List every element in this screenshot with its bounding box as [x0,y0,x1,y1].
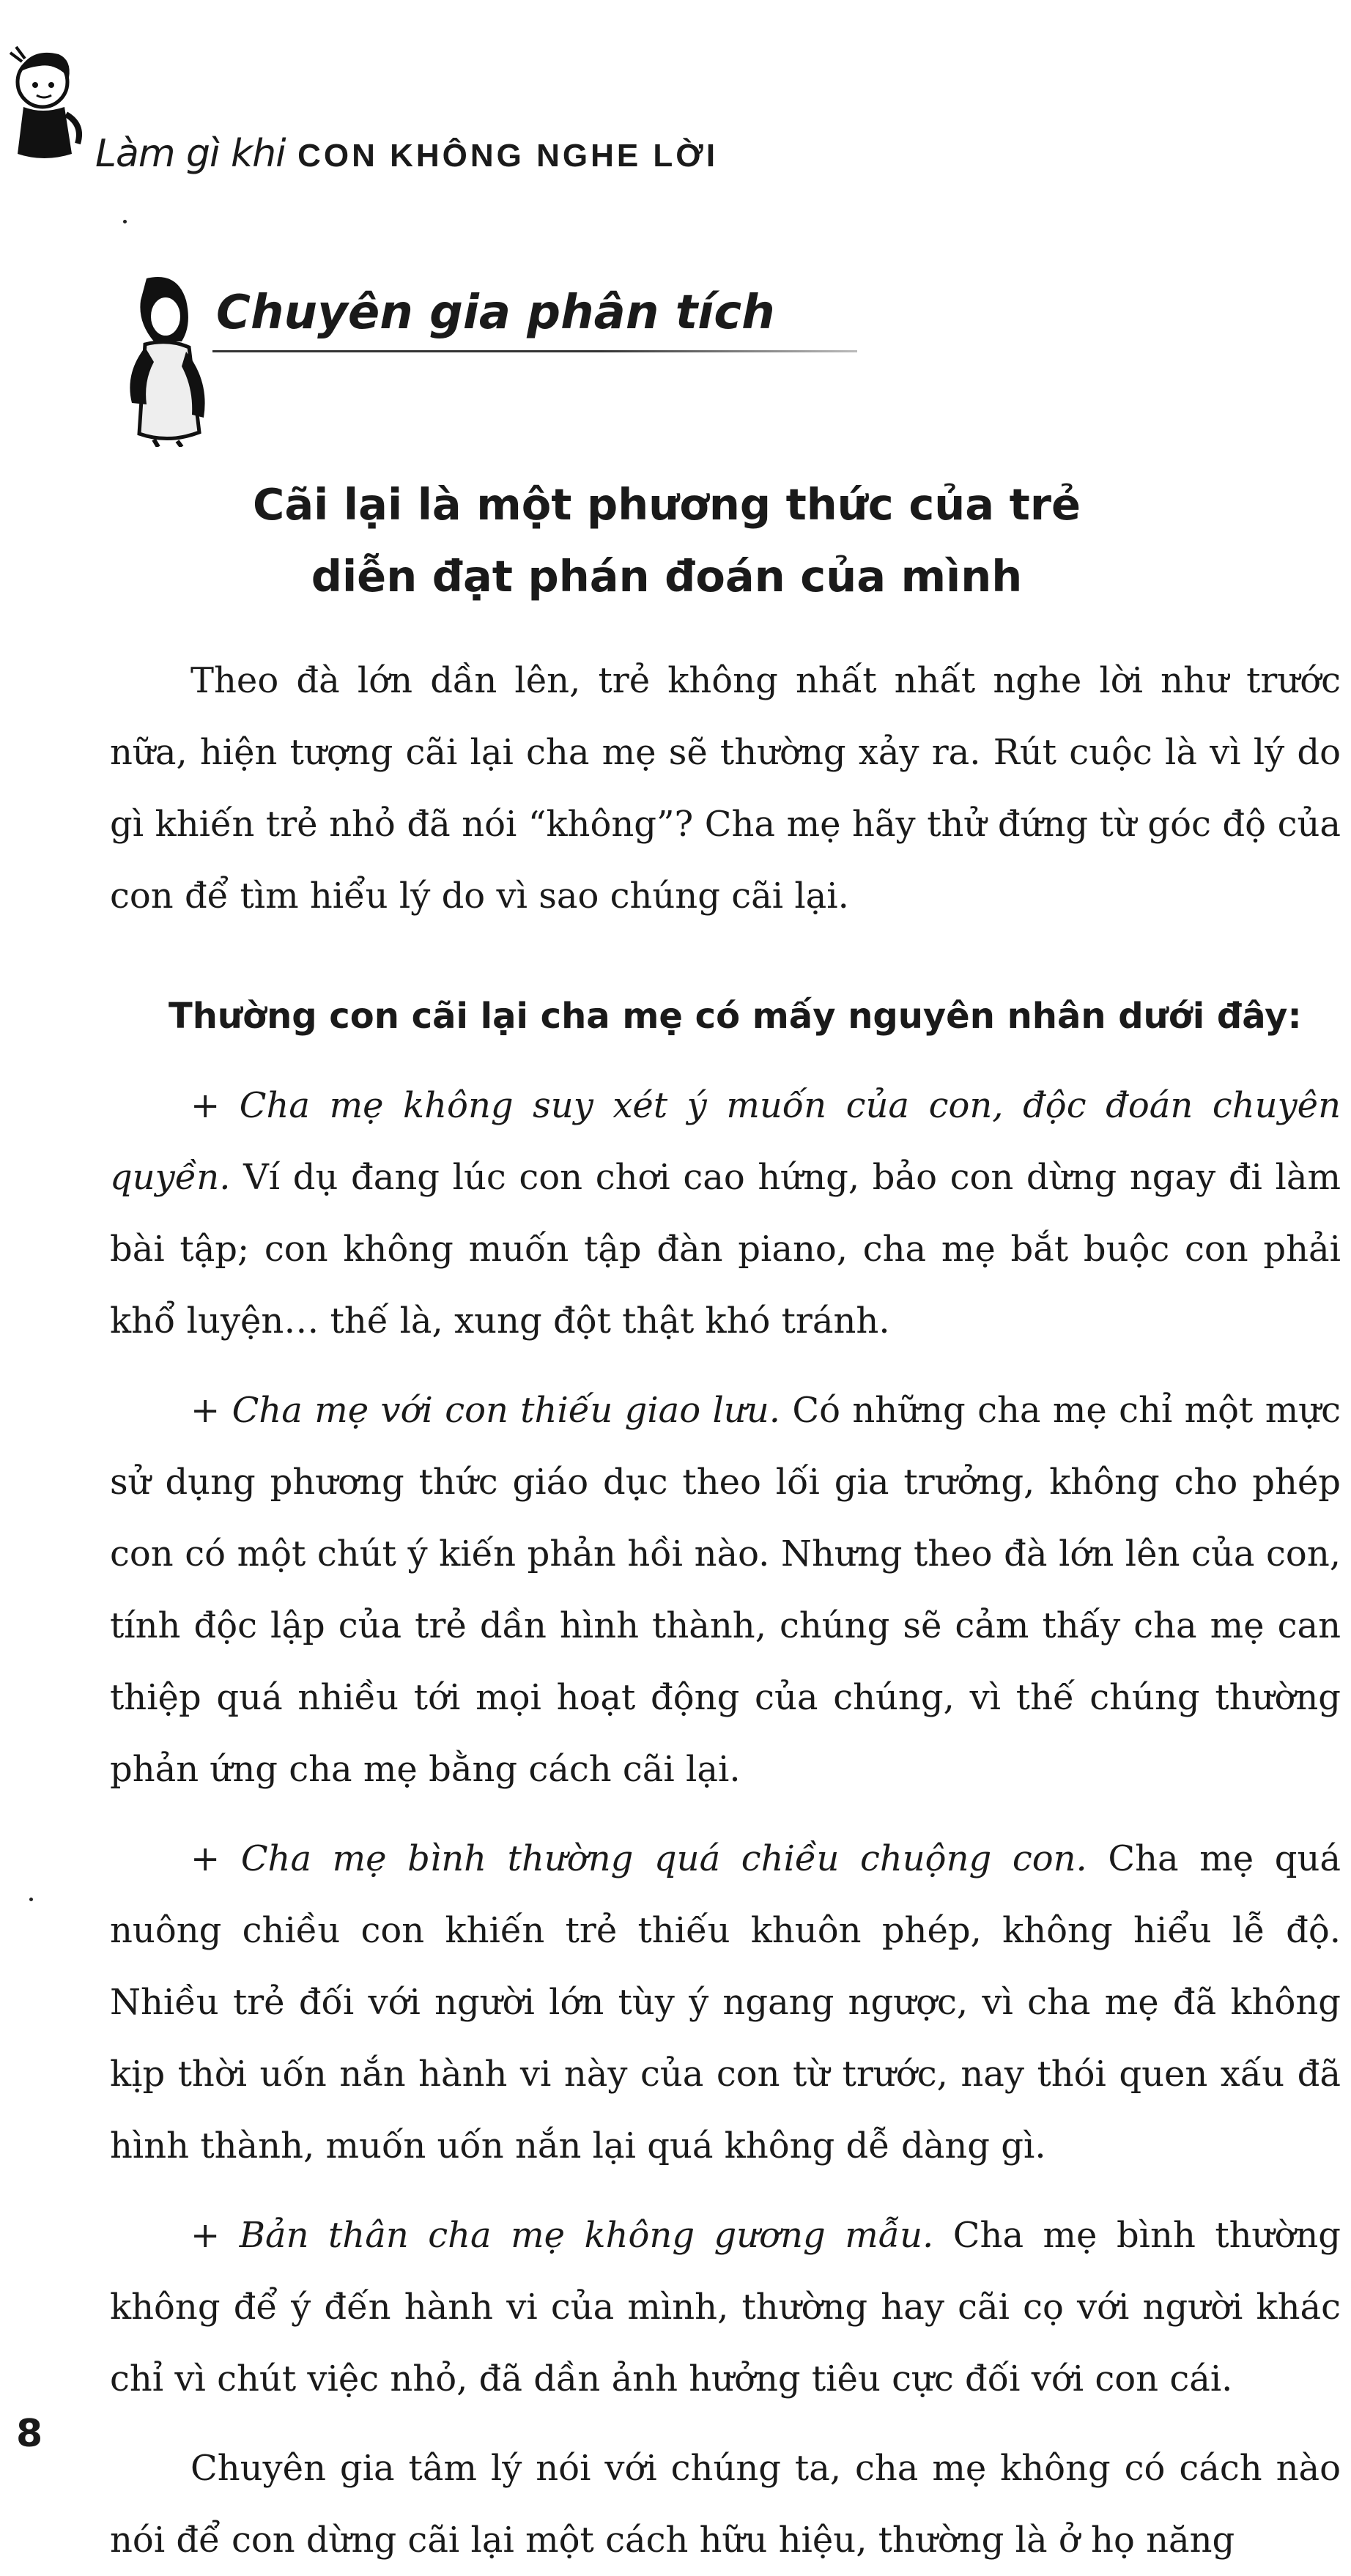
expert-woman-icon [110,271,220,447]
subtitle-line-1: Cãi lại là một phương thức của trẻ [253,479,1081,530]
print-speck [123,220,127,223]
section-title: Chuyên gia phân tích [216,286,775,340]
reason-text: Ví dụ đang lúc con chơi cao hứng, bảo con dừng ngay đi làm bài tập; con không muốn tập đàn piano, cha mẹ bắt buộc con phải khổ luyện… thế là, xung đột thật khó tránh. [110,1157,1341,1341]
section-underline [212,350,857,352]
reason-lead: + Cha mẹ bình thường quá chiều chuộng con. [190,1838,1087,1879]
reason-paragraph [110,1823,1341,2182]
reason-text: Cha mẹ quá nuông chiều con khiến trẻ thiếu khuôn phép, không hiểu lễ độ. Nhiều trẻ đối với người lớn tùy ý ngang ngược, vì cha mẹ đã không kịp thời uốn nắn hành vi này của con từ trước, nay thói quen xấu đã hình thành, muốn uốn nắn lại quá không dễ dàng gì. [110,1838,1341,2166]
reason-paragraph [110,1374,1341,1805]
running-header-title [95,132,718,176]
article-subtitle [147,469,1187,612]
section-heading [110,264,857,454]
header-title-handwritten: Làm gì khi [95,132,286,176]
print-speck [29,1898,33,1901]
subtitle-line-2: diễn đạt phán đoán của mình [311,551,1023,602]
reasons-heading: Thường con cãi lại cha mẹ có mấy nguyên nhân dưới đây: [169,996,1302,1037]
reason-lead: + Cha mẹ với con thiếu giao lưu. [190,1390,780,1431]
closing-paragraph: Chuyên gia tâm lý nói với chúng ta, cha mẹ không có cách nào nói để con dừng cãi lại một cách hữu hiệu, thường là ở họ năng [110,2448,1341,2561]
reason-text: Có những cha mẹ chỉ một mực sử dụng phương thức giáo dục theo lối gia trưởng, không cho phép con có một chút ý kiến phản hồi nào. Nhưng theo đà lớn lên của con, tính độc lập của trẻ dần hình thành, chúng sẽ cảm thấy cha mẹ can thiệp quá nhiều tới mọi hoạt động của chúng, vì thế chúng thường phản ứng cha mẹ bằng cách cãi lại. [110,1390,1341,1790]
body-text [110,645,1341,2576]
reason-text: Cha mẹ bình thường không để ý đến hành vi của mình, thường hay cãi cọ với người khác chỉ vì chút việc nhỏ, đã dần ảnh hưởng tiêu cực đối với con cái. [110,2215,1341,2399]
child-cartoon-icon [7,44,88,169]
reason-paragraph [110,1070,1341,1357]
reason-lead: + Bản thân cha mẹ không gương mẫu. [190,2215,934,2256]
page-number: 8 [16,2412,43,2456]
running-header [0,29,1351,176]
header-title-caps: CON KHÔNG NGHE LỜI [297,138,719,174]
reason-paragraph [110,2199,1341,2415]
reason-lead: + Cha mẹ không suy xét ý muốn của con, độc đoán chuyên quyền. [110,1085,1341,1198]
intro-paragraph: Theo đà lớn dần lên, trẻ không nhất nhất nghe lời như trước nữa, hiện tượng cãi lại cha mẹ sẽ thường xảy ra. Rút cuộc là vì lý do gì khiến trẻ nhỏ đã nói “không”? Cha mẹ hãy thử đứng từ góc độ của con để tìm hiểu lý do vì sao chúng cãi lại. [110,660,1341,917]
